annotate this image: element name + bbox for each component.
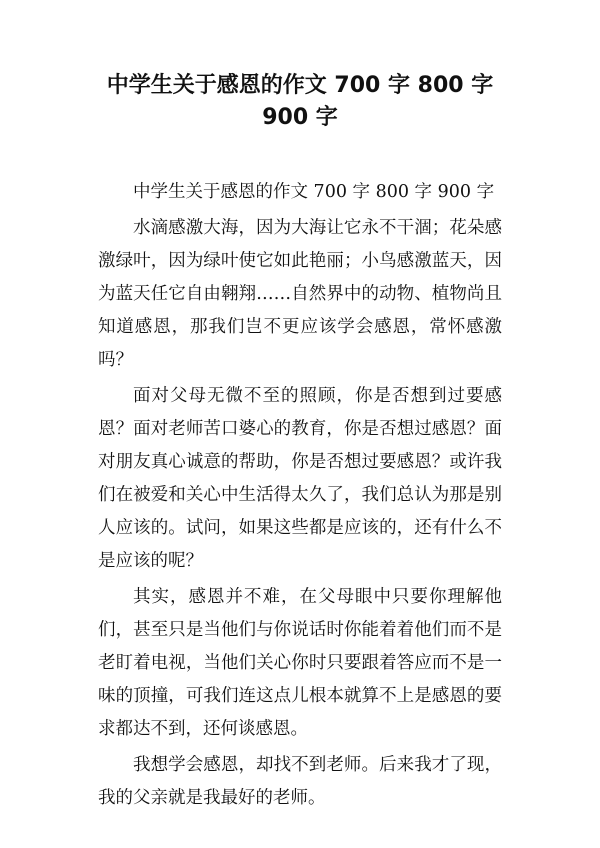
body-paragraph: 我想学会感恩，却找不到老师。后来我才了现，我的父亲就是我最好的老师。	[98, 755, 502, 808]
title-line-1: 中学生关于感恩的作文 700 字 800 字	[106, 73, 494, 98]
document-body	[98, 176, 502, 818]
document-title	[80, 70, 520, 134]
title-line-2: 900 字	[262, 105, 338, 130]
body-paragraph: 面对父母无微不至的照顾，你是否想到过要感恩？面对老师苦口婆心的教育，你是否想过感恩？面对朋友真心诚意的帮助，你是否想过要感恩？或许我们在被爱和关心中生活得太久了，我们总认为那是别人应该的。试问，如果这些都是应该的，还有什么不是应该的呢？	[98, 386, 502, 571]
body-paragraph: 水滴感激大海，因为大海让它永不干涸；花朵感激绿叶，因为绿叶使它如此艳丽；小鸟感激蓝天，因为蓝天任它自由翱翔……自然界中的动物、植物尚且知道感恩，那我们岂不更应该学会感恩，常怀感激吗？	[98, 218, 502, 370]
body-paragraph: 其实，感恩并不难，在父母眼中只要你理解他们，甚至只是当他们与你说话时你能着着他们而不是老盯着电视，当他们关心你时只要跟着答应而不是一味的顶撞，可我们连这点儿根本就算不上是感恩的要求都达不到，还何谈感恩。	[98, 587, 502, 739]
subtitle-paragraph: 中学生关于感恩的作文 700 字 800 字 900 字	[133, 182, 495, 202]
